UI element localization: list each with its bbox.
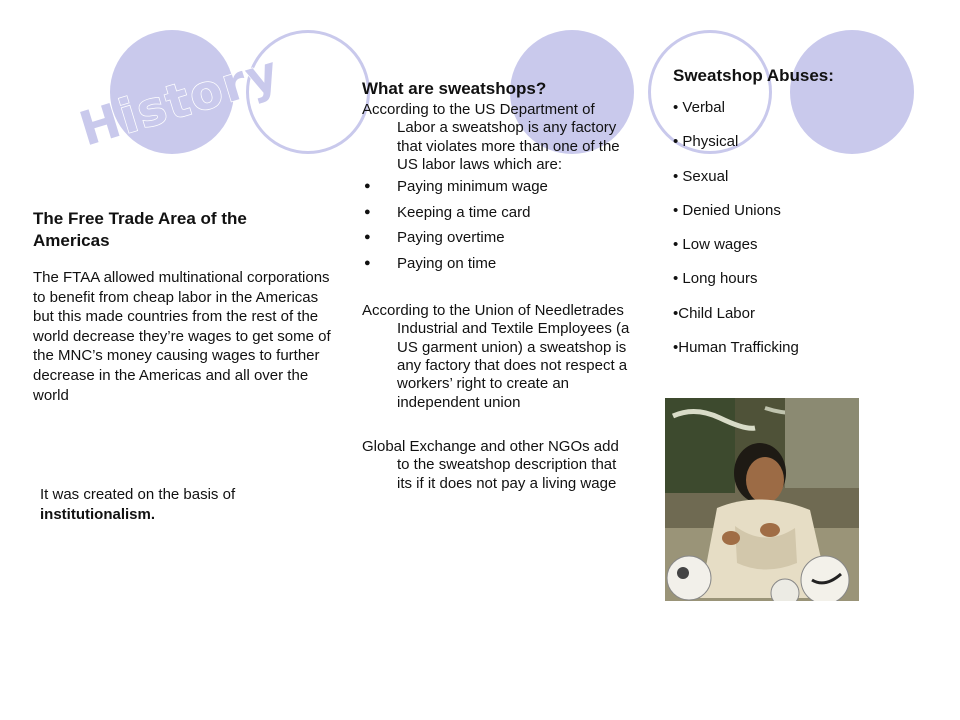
abuse-item: •Child Labor <box>673 304 755 322</box>
unite-definition: According to the Union of Needletrades Industrial and Textile Employees (a US garment union) a sweatshop is any factory that does not respect a workers’ right to create an independent union <box>362 302 630 411</box>
slide-title-text: History <box>73 44 287 158</box>
dol-definition: According to the US Department of Labor a sweatshop is any factory that violates more than one of the US labor laws which are: <box>362 101 620 173</box>
sweatshop-heading: What are sweatshops? <box>362 79 547 98</box>
ftaa-heading: The Free Trade Area of the Americas <box>33 209 247 250</box>
abuse-item: •Human Trafficking <box>673 339 799 357</box>
abuse-item: • Low wages <box>673 236 758 254</box>
law-item: ● Keeping a time card <box>362 200 630 226</box>
ngo-definition: Global Exchange and other NGOs add to the sweatshop description that its if it does not pay a living wage <box>362 437 619 492</box>
law-item: ● Paying minimum wage <box>362 174 630 200</box>
abuse-item: • Long hours <box>673 270 758 288</box>
spacer <box>362 412 630 438</box>
abuses-list <box>673 91 933 365</box>
spacer <box>362 276 630 302</box>
labor-laws-list <box>362 174 630 276</box>
abuses-heading: Sweatshop Abuses: <box>673 66 834 85</box>
law-item: ● Paying overtime <box>362 225 630 251</box>
abuse-item: • Denied Unions <box>673 201 781 219</box>
abuse-item: • Verbal <box>673 99 725 116</box>
ftaa-note-text: It was created on the basis of <box>40 486 236 503</box>
ftaa-body: The FTAA allowed multinational corporations to benefit from cheap labor in the Americas but this made countries from the rest of the world decrease they’re wages to get some of the MNC’s money causing wages to further decrease in the Americas and all over the world <box>33 269 331 404</box>
ftaa-note-bold: institutionalism. <box>40 506 156 523</box>
child-worker-photo <box>665 398 859 601</box>
law-item: ● Paying on time <box>362 251 630 277</box>
sweatshop-definition-column <box>362 78 630 493</box>
abuse-item: • Sexual <box>673 167 729 185</box>
abuse-item: • Physical <box>673 133 739 151</box>
ftaa-note <box>40 485 340 525</box>
slide-title <box>0 0 300 200</box>
abuses-column <box>673 65 933 365</box>
